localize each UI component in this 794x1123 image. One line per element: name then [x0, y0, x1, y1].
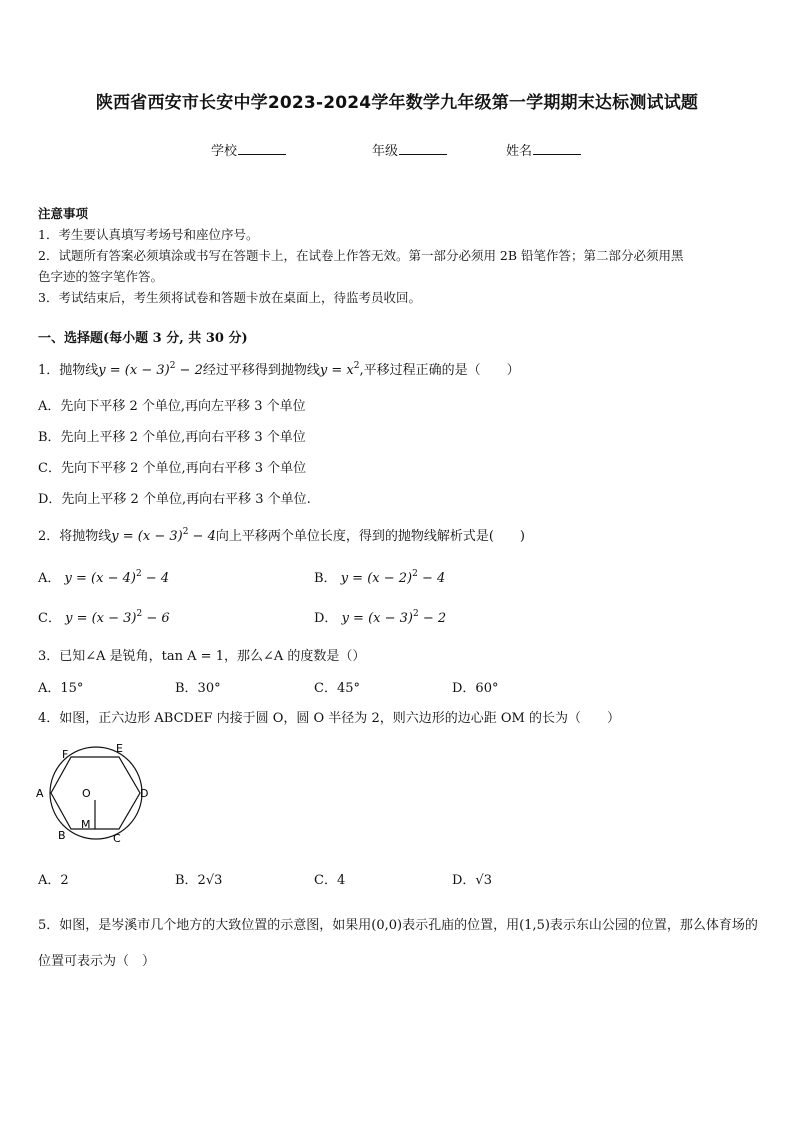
school-field [211, 140, 286, 159]
q4-option-c[interactable]: C．4 [314, 873, 346, 888]
question-3: 3．已知∠A 是锐角，tan A = 1，那么∠A 的度数是（） [38, 649, 366, 664]
note-item: 3．考试结束后，考生须将试卷和答题卡放在桌面上，待监考员收回。 [38, 290, 421, 305]
page-title: 陕西省西安市长安中学2023-2024学年数学九年级第一学期期末达标测试试题 [95, 93, 699, 113]
hexagon-circle-figure [34, 740, 164, 848]
name-field [506, 140, 581, 159]
notes-heading: 注意事项 [38, 206, 89, 221]
note-item: 色字迹的签字笔作答。 [38, 269, 164, 284]
q2-option-c[interactable]: C． $y = (x - 3)^2 - 6$ [38, 609, 170, 626]
vertex-label-c: C [113, 832, 121, 845]
q2-option-d[interactable]: D． $y = (x - 3)^2 - 2$ [314, 609, 447, 626]
q1-option-d[interactable]: D．先向上平移 2 个单位,再向右平移 3 个单位. [38, 492, 311, 507]
school-blank[interactable] [238, 142, 286, 155]
center-label-o: O [82, 787, 91, 800]
question-2: 2．将抛物线$y = (x - 3)^2 - 4$向上平移两个单位长度，得到的抛物线解析式是( ) [38, 527, 526, 544]
vertex-label-f: F [62, 748, 69, 761]
vertex-label-a: A [36, 787, 44, 800]
question-5: 5．如图，是岑溪市几个地方的大致位置的示意图，如果用(0,0)表示孔庙的位置，用(1,5)表示东山公园的位置，那么体育场的位置可表示为（ ） [38, 918, 758, 969]
q2-option-b[interactable]: B． $y = (x - 2)^2 - 4$ [314, 569, 446, 586]
notes-block [38, 203, 758, 308]
point-label-m: M [81, 818, 91, 831]
question-4: 4．如图，正六边形 ABCDEF 内接于圆 O，圆 O 半径为 2，则六边形的边心距 OM 的长为（ ） [38, 711, 620, 726]
q4-option-a[interactable]: A．2 [38, 873, 69, 888]
vertex-label-e: E [116, 742, 123, 755]
grade-label: 年级 [372, 144, 399, 159]
vertex-label-b: B [58, 829, 66, 842]
school-label: 学校 [211, 144, 238, 159]
q1-option-b[interactable]: B．先向上平移 2 个单位,再向右平移 3 个单位 [38, 430, 306, 445]
q3-option-c[interactable]: C．45° [314, 681, 360, 696]
grade-blank[interactable] [399, 142, 447, 155]
q3-option-b[interactable]: B．30° [175, 681, 221, 696]
q4-option-d[interactable]: D．√3 [452, 873, 492, 888]
q1-option-c[interactable]: C．先向下平移 2 个单位,再向右平移 3 个单位 [38, 461, 307, 476]
question-1: 1．抛物线$y = (x - 3)^2 - 2$经过平移得到抛物线$y = x^2$,平移过程正确的是（ ） [38, 361, 520, 378]
note-item: 1．考生要认真填写考场号和座位序号。 [38, 227, 259, 242]
vertex-label-d: D [140, 787, 149, 800]
name-label: 姓名 [506, 144, 533, 159]
q3-option-d[interactable]: D．60° [452, 681, 499, 696]
note-item: 2．试题所有答案必须填涂或书写在答题卡上，在试卷上作答无效。第一部分必须用 2B 铅笔作答；第二部分必须用黑 [38, 248, 684, 263]
section-heading: 一、选择题(每小题 3 分, 共 30 分) [38, 331, 248, 346]
q4-option-b[interactable]: B．2√3 [175, 873, 223, 888]
grade-field [372, 140, 447, 159]
q2-option-a[interactable]: A． $y = (x - 4)^2 - 4$ [38, 569, 170, 586]
q3-option-a[interactable]: A．15° [38, 681, 84, 696]
name-blank[interactable] [533, 142, 581, 155]
q1-option-a[interactable]: A．先向下平移 2 个单位,再向左平移 3 个单位 [38, 399, 306, 414]
